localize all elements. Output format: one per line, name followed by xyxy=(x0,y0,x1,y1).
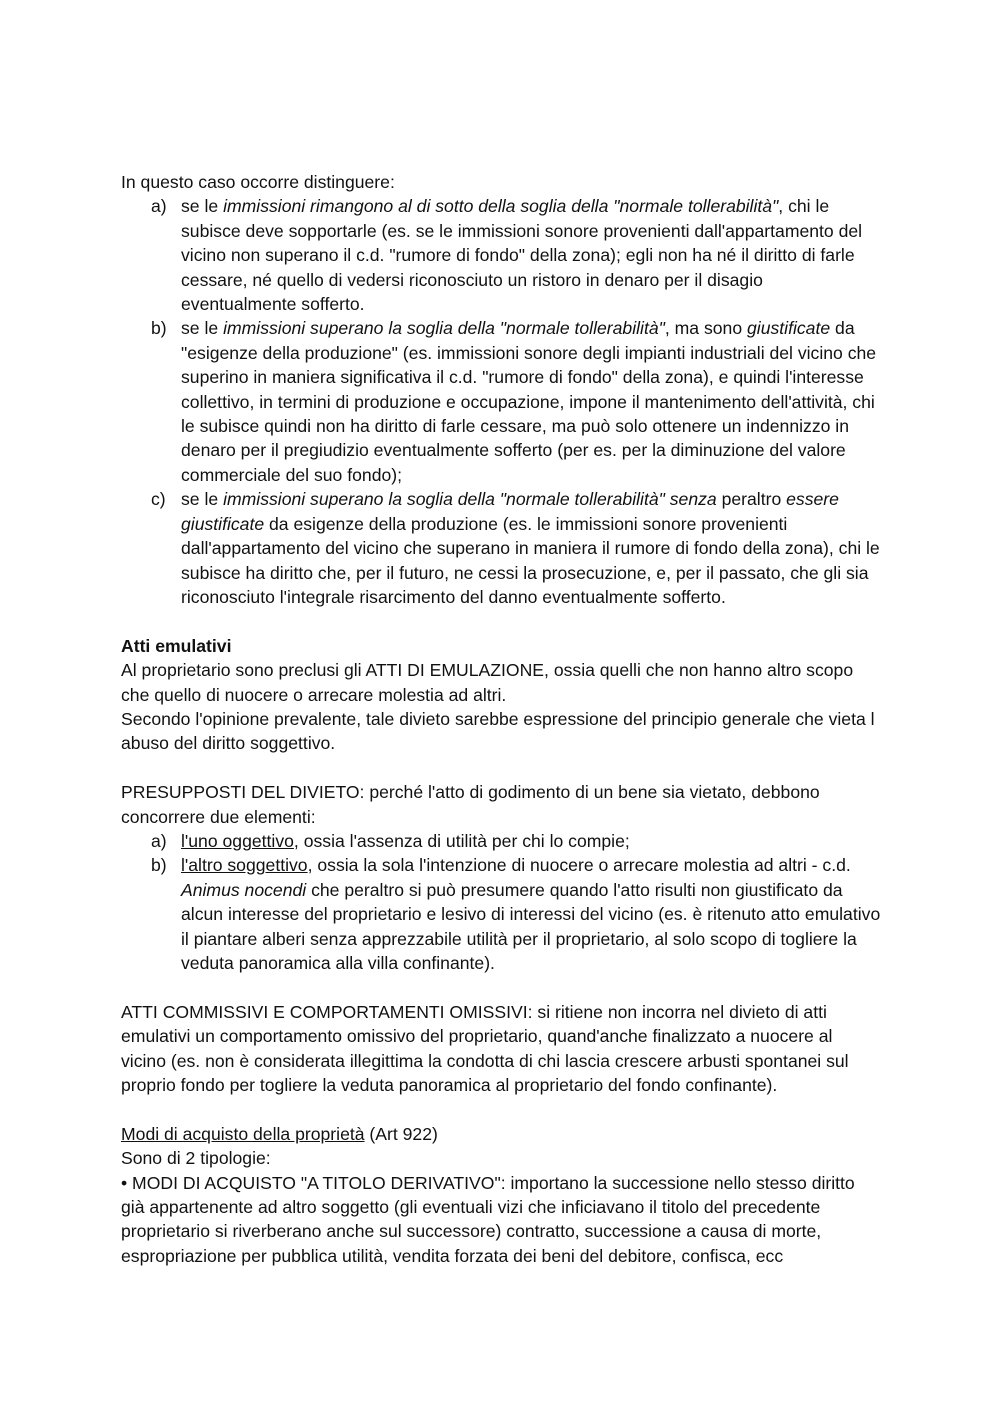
italic-run: immissioni superano la soglia della "normale tollerabilità" xyxy=(223,318,665,339)
cases-list xyxy=(121,194,881,609)
underlined-run: l'altro soggettivo xyxy=(181,855,308,876)
paragraph: PRESUPPOSTI DEL DIVIETO: perché l'atto di godimento di un bene sia vietato, debbono concorrere due elementi: xyxy=(121,782,820,827)
text-run: da esigenze della produzione (es. le immissioni sonore provenienti dall'appartamento del vicino che superano in maniera il rumore di fondo della zona), chi le subisce ha diritto che, per il futuro, ne cessi la prosecuzione, e, per il passato, che gli sia riconosciuto l'integrale risarcimento del danno eventualmente sofferto. xyxy=(181,513,880,607)
list-marker: a) xyxy=(151,196,167,217)
paragraph: Al proprietario sono preclusi gli ATTI DI EMULAZIONE, ossia quelli che non hanno altro scopo che quello di nuocere o arrecare molestia ad altri. xyxy=(121,660,854,705)
list-item xyxy=(121,829,881,853)
document-page xyxy=(121,170,881,1268)
list-item xyxy=(121,194,881,316)
paragraph: ATTI COMMISSIVI E COMPORTAMENTI OMISSIVI: si ritiene non incorra nel divieto di atti emulativi un comportamento omissivo del proprietario, quand'anche finalizzato a nuocere al vicino (es. non è considerata illegittima la condotta di chi lascia crescere arbusti spontanei sul proprio fondo per togliere la veduta panoramica al proprietario del fondo confinante). xyxy=(121,1001,849,1095)
paragraph: Secondo l'opinione prevalente, tale divieto sarebbe espressione del principio generale che vieta l abuso del diritto soggettivo. xyxy=(121,708,875,754)
text-run: , chi le subisce deve sopportarle (es. se le immissioni sonore provenienti dall'appartamento del vicino non superano il c.d. "rumore di fondo" della zona); egli non ha né il diritto di farle cessare, né quello di vedersi riconosciuto un ristoro in denaro per il disagio eventualmente sofferto. xyxy=(181,196,863,315)
text-run: se le xyxy=(181,318,224,339)
text-run: , ma sono xyxy=(664,318,748,339)
list-marker: b) xyxy=(151,318,167,339)
paragraph: • MODI DI ACQUISTO "A TITOLO DERIVATIVO": importano la successione nello stesso diritto già appartenente ad altro soggetto (gli eventuali vizi che inficiavano il titolo del precedente proprietario si riverberano anche sul successore) contratto, successione a causa di morte, espropriazione per pubblica utilità, vendita forzata dei beni del debitore, confisca, ecc xyxy=(121,1172,855,1266)
text-run: se le xyxy=(181,489,224,510)
underlined-run: Modi di acquisto della proprietà xyxy=(121,1123,365,1144)
list-item xyxy=(121,853,881,975)
italic-run: immissioni rimangono al di sotto della soglia della "normale tollerabilità" xyxy=(223,196,779,217)
list-item xyxy=(121,316,881,487)
text-run: peraltro xyxy=(716,489,787,510)
section-heading-modi-acquisto xyxy=(121,1122,881,1146)
text-run: (Art 922) xyxy=(364,1123,438,1144)
italic-run: immissioni superano la soglia della "normale tollerabilità" senza xyxy=(223,489,717,510)
italic-run: Animus nocendi xyxy=(181,879,307,900)
blank-line xyxy=(121,1097,881,1121)
italic-run: giustificate xyxy=(747,318,831,339)
list-marker: a) xyxy=(151,830,167,851)
paragraph: Sono di 2 tipologie: xyxy=(121,1148,271,1169)
text-run: che peraltro si può presumere quando l'atto risulti non giustificato da alcun interesse del proprietario e lesivo di interessi del vicino (es. è ritenuto atto emulativo il piantare alberi senza apprezzabile utilità per il proprietario, al solo scopo di togliere la veduta panoramica alla villa confinante). xyxy=(181,879,881,973)
blank-line xyxy=(121,609,881,633)
italic-run: essere giustificate xyxy=(181,489,839,534)
section-heading-atti-emulativi: Atti emulativi xyxy=(121,635,232,656)
text-run: , ossia la sola l'intenzione di nuocere o arrecare molestia ad altri - c.d. xyxy=(307,855,851,876)
list-item xyxy=(121,487,881,609)
blank-line xyxy=(121,756,881,780)
text-run: se le xyxy=(181,196,224,217)
list-marker: b) xyxy=(151,855,167,876)
list-marker: c) xyxy=(151,489,166,510)
text-run: da "esigenze della produzione" (es. immissioni sonore degli impianti industriali del vicino che superino in maniera significativa il c.d. "rumore di fondo" della zona), e quindi l'interesse collettivo, in termini di produzione e occupazione, impone il mantenimento dell'attività, chi le subisce quindi non ha diritto di farle cessare, ma può solo ottenere un indennizzo in denaro per il pregiudizio eventualmente sofferto (per es. per la diminuzione del valore commerciale del suo fondo); xyxy=(181,318,877,485)
intro-paragraph: In questo caso occorre distinguere: xyxy=(121,172,395,192)
text-run: , ossia l'assenza di utilità per chi lo compie; xyxy=(293,830,630,851)
blank-line xyxy=(121,975,881,999)
underlined-run: l'uno oggettivo xyxy=(181,830,294,851)
presupposti-list xyxy=(121,829,881,975)
